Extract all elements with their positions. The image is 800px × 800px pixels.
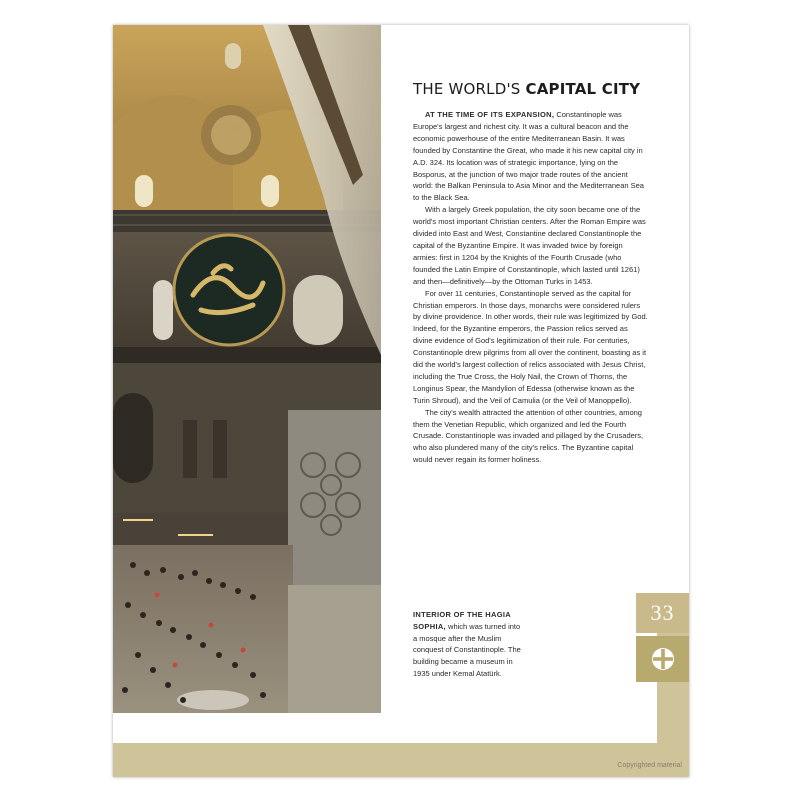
caption-text: which was turned into a mosque after the Muslim conquest of Constantinople. The building became a museum in 1935 under Kemal Atatürk. <box>413 621 521 678</box>
heading-light: THE WORLD'S <box>413 80 521 98</box>
paragraph-2: With a largely Greek population, the city soon became one of the world's most important Christian centers. After the Roman Empire was divided into East and West, Constantine declared Constantinople the capital of the Byzantine Empire. It was invaded twice by foreign armies: first in 1204 by the Knights of the Fourth Crusade (who founded the Latin Empire of Constantinople, which lasted until 1261) and then—definitively—by the Ottoman Turks in 1453. <box>413 205 646 286</box>
paragraph-3: For over 11 centuries, Constantinople served as the capital for Christian emperors. In those days, monarchs were considered rulers by divine providence. In other words, their rule was legitimized by God. Indeed, for the Byzantine emperors, the Passion relics served as divine evidence of God's legitimization of their rule. For centuries, Constantinople drew pilgrims from all over the continent, boasting as it did the world's largest collection of relics associated with Jesus Christ, including the True Cross, the Holy Nail, the Crown of Thorns, the Longinus Spear, the Mandylion of Edessa (otherwise known as the Turin Shroud), and the Veil of Camulia (or the Veil of Manoppello). <box>413 288 648 405</box>
copyright-note: Copyrighted material <box>617 762 682 769</box>
book-page <box>113 25 689 777</box>
paragraph-1-text: Constantinople was Europe's largest and richest city. It was a cultural beacon and the economic powerhouse of the entire Mediterranean Basin. It was founded by Constantine the Great, who made it his new capital city in A.D. 324. Its location was of strategic importance, lying on the Bosporus, at the junction of two major trade routes of the ancient world: the Balkan Peninsula to Asia Minor and the Mediterranean Sea to the Black Sea. <box>413 110 644 203</box>
page-number: 33 <box>650 600 675 625</box>
cross-in-circle-icon <box>650 646 676 672</box>
heading-bold: CAPITAL CITY <box>525 80 641 98</box>
photo-caption <box>413 609 523 680</box>
paragraph-4: The city's wealth attracted the attention of other countries, among them the Venetian Republic, which organized and led the Fourth Crusade. Constantinople was invaded and pillaged by the Crusaders, who also plundered many of the city's relics. The Byzantine capital would never regain its former holiness. <box>413 407 644 465</box>
section-heading <box>413 80 683 98</box>
bottom-band <box>113 743 689 777</box>
paragraph-1 <box>413 109 649 204</box>
paragraph-1-lead: AT THE TIME OF ITS EXPANSION, <box>425 110 555 119</box>
caption-lead: INTERIOR OF THE HAGIA SOPHIA, <box>413 610 511 631</box>
article-body <box>413 109 649 466</box>
hagia-sophia-photo <box>113 25 381 713</box>
page-number-tab <box>636 593 689 633</box>
section-icon-tab <box>636 636 689 682</box>
